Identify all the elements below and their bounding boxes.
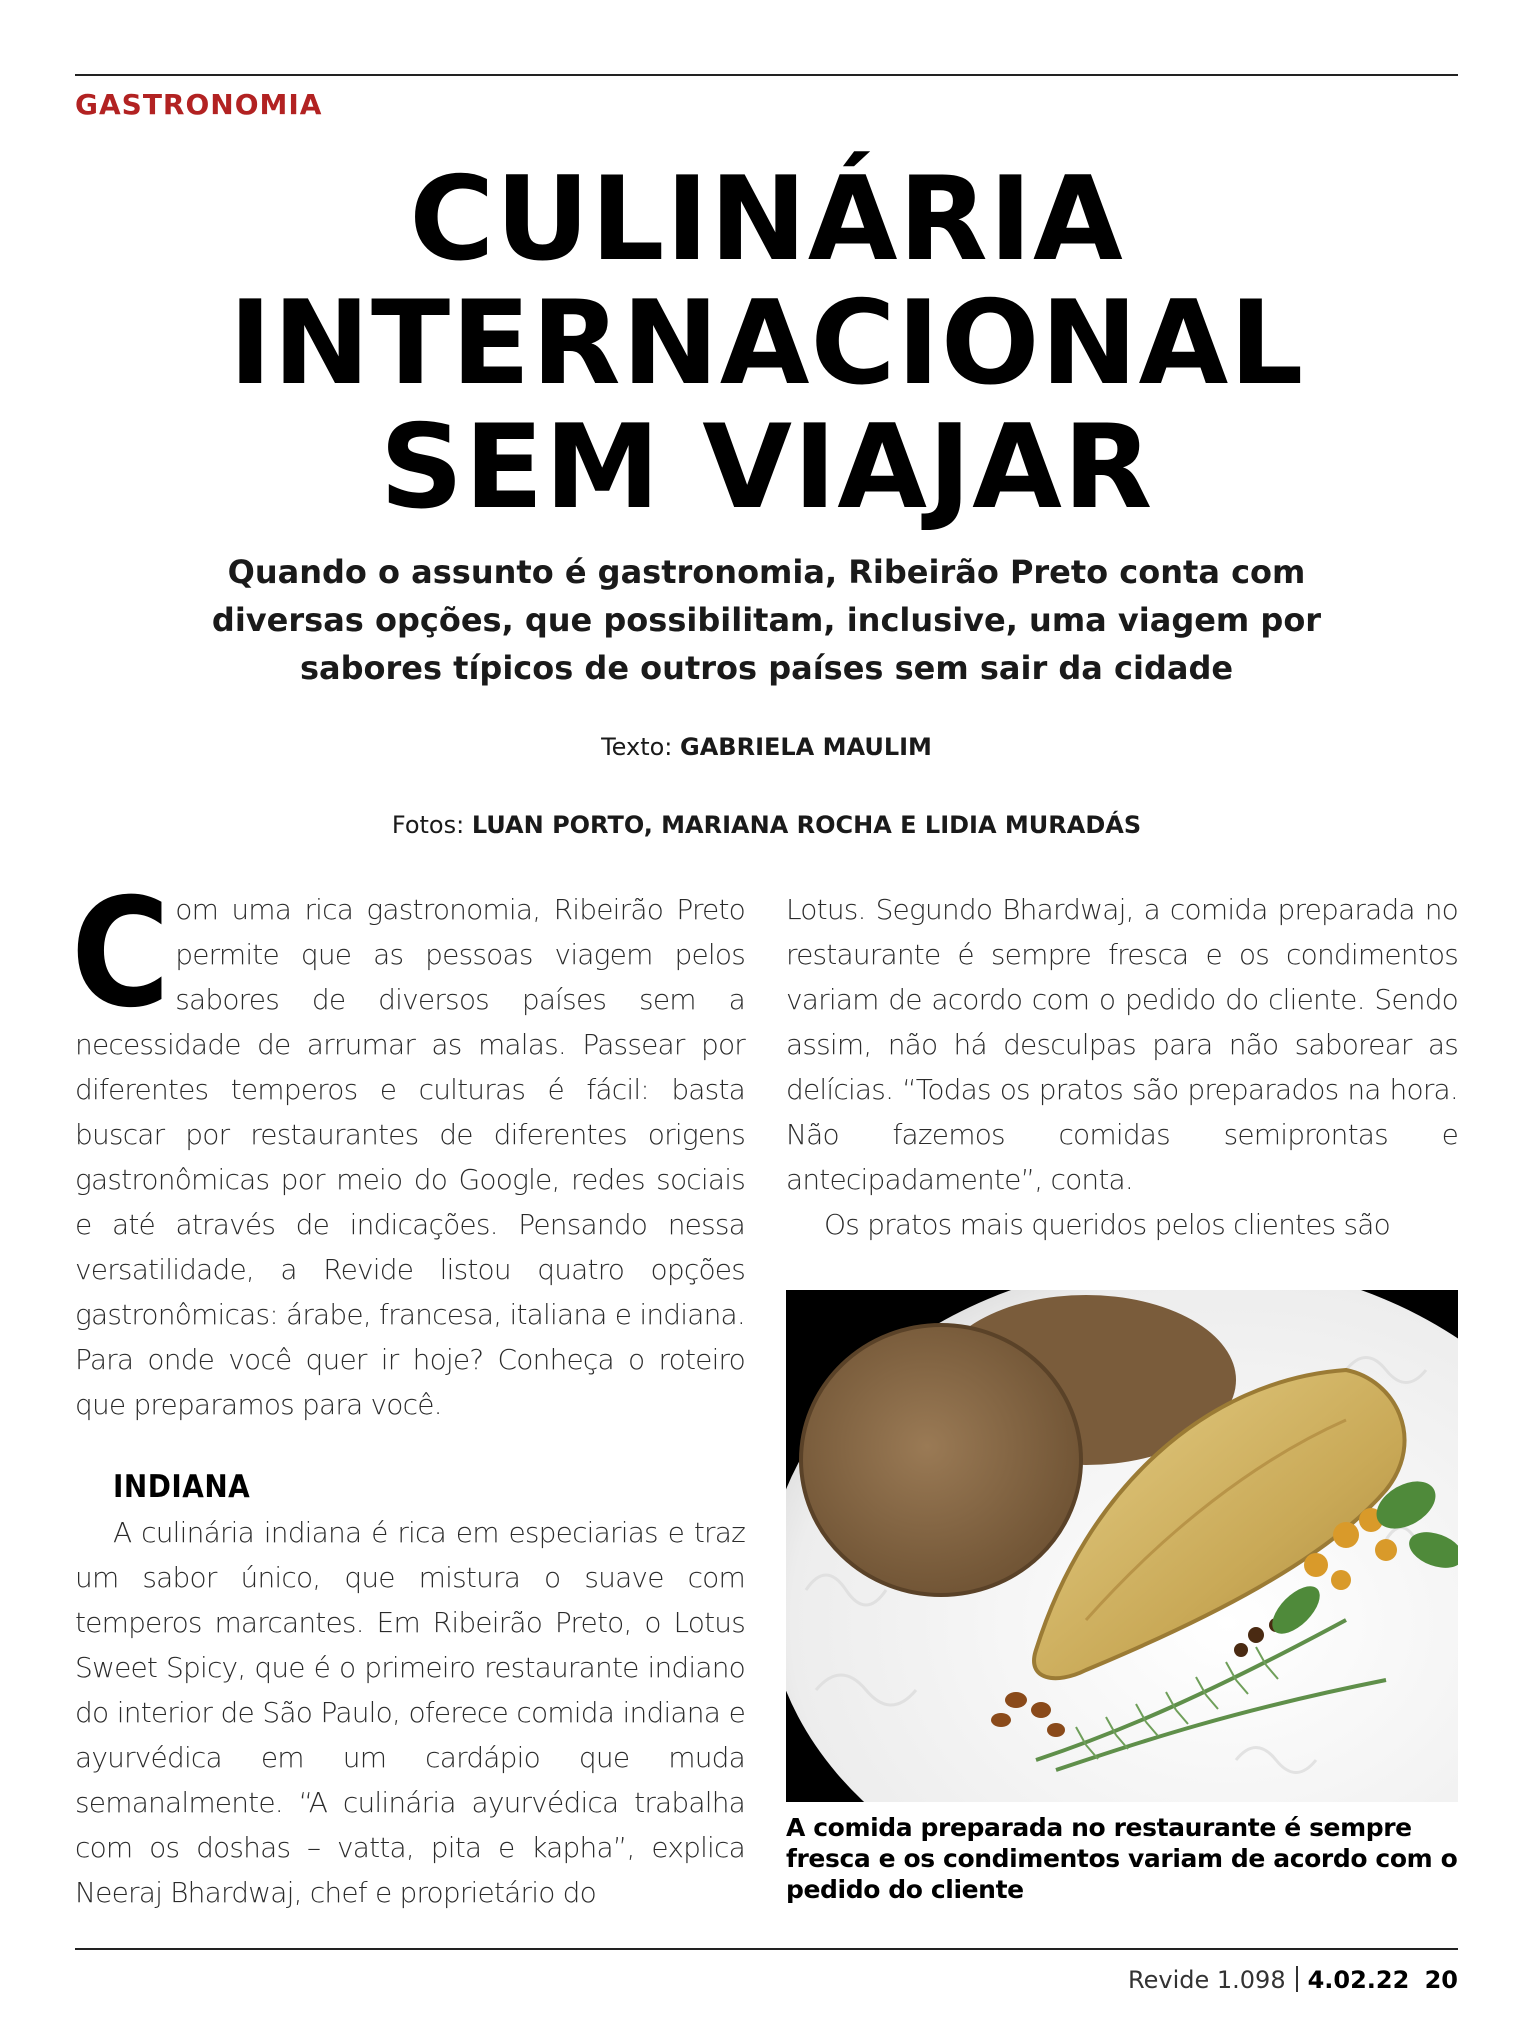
photo-credit-label: Fotos: [391,811,465,839]
photo-credit [75,811,1458,839]
intro-text: om uma rica gastronomia, Ribeirão Preto permite que as pessoas viagem pelos sabores de diversos países sem a necessidade de arrumar as malas. Passear por diferentes temperos e culturas é fácil: basta buscar por restaurantes de diferentes origens gastronômicas por meio do Google, redes sociais e até através de indicações. Pensando nessa versatilidade, a Revide listou quatro opções gastronômicas: árabe, francesa, italiana e indiana. Para onde você quer ir hoje? Conheça o roteiro que preparamos para você. [75,893,745,1421]
right-paragraph-1: Lotus. Segundo Bhardwaj, a comida preparada no restaurante é sempre fresca e os condimentos variam de acordo com o pedido do cliente. Sendo assim, não há desculpas para não saborear as delícias. “Todas os pratos são preparados na hora. Não fazemos comidas semiprontas e antecipadamente”, conta. [786,893,1458,1196]
page-footer [1128,1966,1458,1994]
food-photo [786,1290,1458,1802]
article-column-left [71,867,745,1915]
subhead-indiana: INDIANA [113,1469,251,1505]
photo-caption: A comida preparada no restaurante é sempre fresca e os condimentos variam de acordo com o pedido do cliente [786,1813,1458,1904]
bottom-rule [75,1948,1458,1950]
footer-date: 4.02.22 [1307,1966,1410,1994]
text-credit-author: GABRIELA MAULIM [680,733,932,761]
footer-magazine: Revide 1.098 [1128,1966,1286,1994]
top-rule [75,74,1458,76]
intro-paragraph [71,867,745,1427]
headline-line-1: CULINÁRIA [409,152,1124,287]
footer-separator [1296,1966,1298,1992]
deck: Quando o assunto é gastronomia, Ribeirão Preto conta com diversas opções, que possibilitam, inclusive, uma viagem por sabores típicos de outros países sem sair da cidade [211,553,1322,687]
photo-credit-authors: LUAN PORTO, MARIANA ROCHA E LIDIA MURADÁS [471,811,1142,839]
text-credit [75,733,1458,761]
right-paragraph-2: Os pratos mais queridos pelos clientes são [824,1208,1390,1241]
headline-line-2: INTERNACIONAL [228,276,1305,411]
text-credit-label: Texto: [601,733,673,761]
drop-cap: C [71,867,170,1041]
indiana-paragraph: A culinária indiana é rica em especiarias e traz um sabor único, que mistura o suave com temperos marcantes. Em Ribeirão Preto, o Lotus Sweet Spicy, que é o primeiro restaurante indiano do interior de São Paulo, oferece comida indiana e ayurvédica em um cardápio que muda semanalmente. “A culinária ayurvédica trabalha com os doshas – vatta, pita e kapha”, explica Neeraj Bhardwaj, chef e proprietário do [75,1516,745,1909]
footer-page-number: 20 [1424,1966,1458,1994]
section-label: GASTRONOMIA [75,88,323,121]
article-column-right [786,887,1458,1247]
headline-line-3: SEM VIAJAR [379,400,1154,535]
headline [75,152,1458,535]
